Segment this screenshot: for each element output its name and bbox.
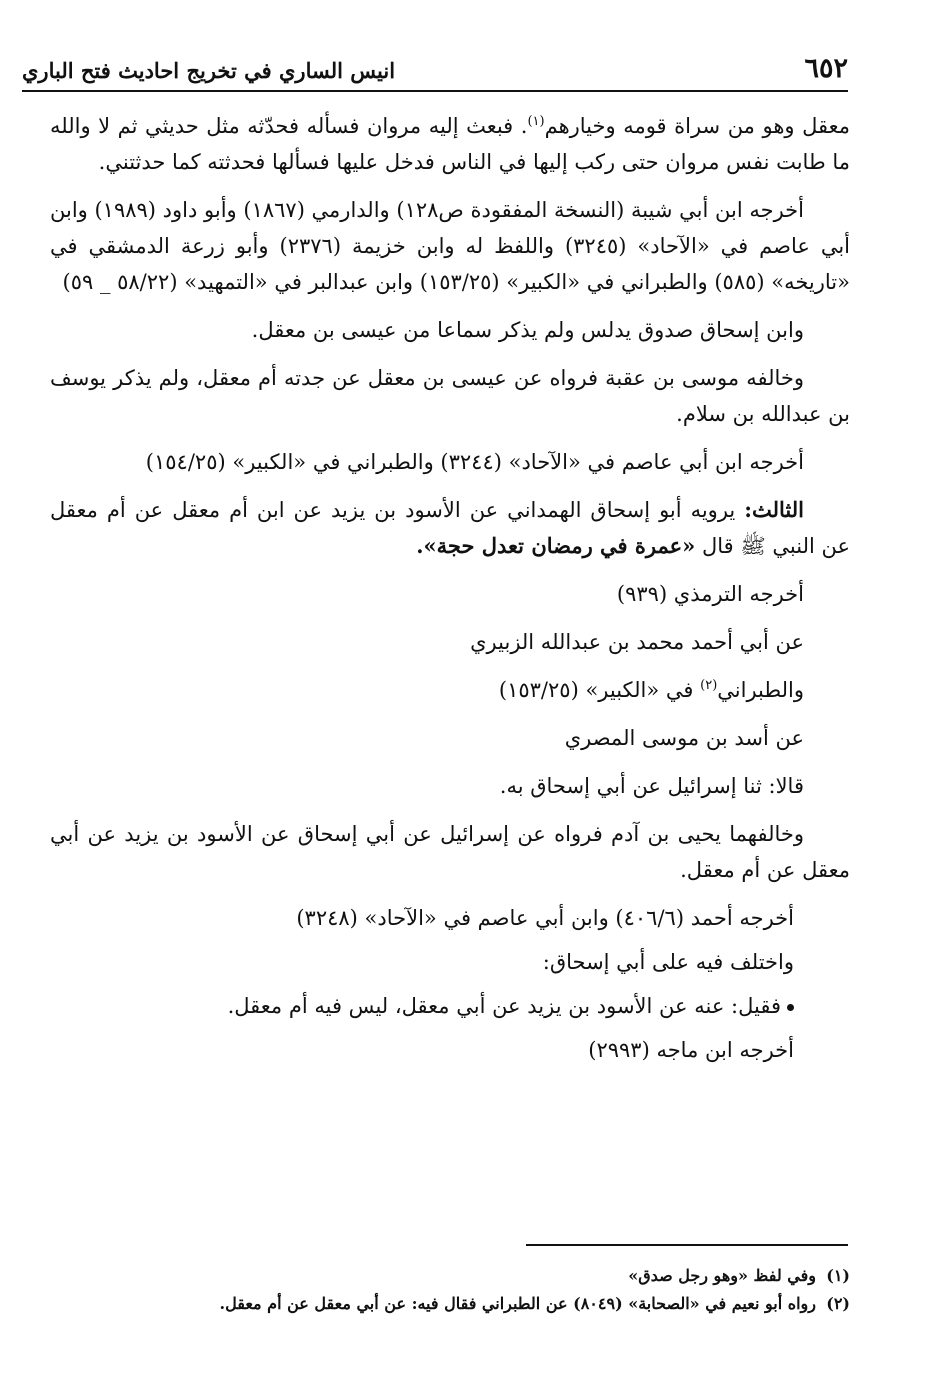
paragraph-9: والطبراني$^{(٢)}$ في «الكبير» (١٥٣/٢٥): [498, 678, 804, 702]
footnote-1: (١)وفي لفظ «وهو رجل صدق»: [628, 1266, 850, 1285]
footnotes: [50, 1262, 850, 1318]
paragraph-12: وخالفهما يحيى بن آدم فرواه عن إسرائيل عن أبي إسحاق عن الأسود بن يزيد عن أبي معقل عن أم معقل.: [50, 822, 850, 882]
paragraph-15: فقيل: عنه عن الأسود بن يزيد عن أبي معقل، ليس فيه أم معقل.: [50, 988, 794, 1024]
paragraph-8: عن أبي أحمد محمد بن عبدالله الزبيري: [470, 630, 804, 654]
paragraph-6: الثالث: يرويه أبو إسحاق الهمداني عن الأسود بن يزيد عن ابن أم معقل عن أم معقل عن النبي ﷺ قال «عمرة في رمضان تعدل حجة».: [50, 497, 850, 558]
paragraph-7: أخرجه الترمذي (٩٣٩): [616, 582, 804, 606]
paragraph-3: وابن إسحاق صدوق يدلس ولم يذكر سماعا من عيسى بن معقل.: [251, 318, 804, 342]
section-label: الثالث:: [744, 497, 804, 522]
footnote-2: (٢)رواه أبو نعيم في «الصحابة» (٨٠٤٩) عن الطبراني فقال فيه: عن أبي معقل عن أم معقل.: [219, 1294, 850, 1313]
paragraph-10: عن أسد بن موسى المصري: [564, 726, 804, 750]
paragraph-2: أخرجه ابن أبي شيبة (النسخة المفقودة ص١٢٨) والدارمي (١٨٦٧) وأبو داود (١٩٨٩) وابن أبي عاصم في «الآحاد» (٣٢٤٥) واللفظ له وابن خزيمة (٢٣٧٦) وأبو زرعة الدمشقي في «تاريخه» (٥٨٥) والطبراني في «الكبير» (١٥٣/٢٥) وابن عبدالبر في «التمهيد» (٥٨/٢٢ _ ٥٩): [49, 198, 851, 294]
running-title: انيس الساري في تخريج احاديث فتح الباري: [22, 58, 396, 83]
page-number: ٦٥٢: [804, 53, 848, 84]
main-text: [50, 108, 850, 1076]
paragraph-16: أخرجه ابن ماجه (٢٩٩٣): [588, 1038, 794, 1062]
paragraph-4: وخالفه موسى بن عقبة فرواه عن عيسى بن معقل عن جدته أم معقل، ولم يذكر يوسف بن عبدالله بن سلام.: [50, 366, 850, 426]
paragraph-5: أخرجه ابن أبي عاصم في «الآحاد» (٣٢٤٤) والطبراني في «الكبير» (١٥٤/٢٥): [145, 450, 804, 474]
footnote-ref-1: (١): [527, 114, 545, 129]
paragraph-14: واختلف فيه على أبي إسحاق:: [542, 950, 794, 974]
bullet-icon: [787, 1004, 794, 1011]
page-header: [22, 50, 848, 92]
paragraph-13: أخرجه أحمد (٤٠٦/٦) وابن أبي عاصم في «الآحاد» (٣٢٤٨): [296, 906, 794, 930]
hadith-quote: «عمرة في رمضان تعدل حجة».: [416, 533, 696, 558]
footnote-divider: [526, 1244, 848, 1246]
footnote-ref-2: (٢): [700, 678, 718, 693]
paragraph-11: قالا: ثنا إسرائيل عن أبي إسحاق به.: [499, 774, 804, 798]
paragraph-1: معقل وهو من سراة قومه وخيارهم$^{(١)}$. فبعث إليه مروان فسأله فحدّثه مثل حديثي ثم لا والله ما طابت نفس مروان حتى ركب إليها في الناس فدخل عليها فسألها فحدثته كما حدثتني.: [50, 114, 850, 174]
